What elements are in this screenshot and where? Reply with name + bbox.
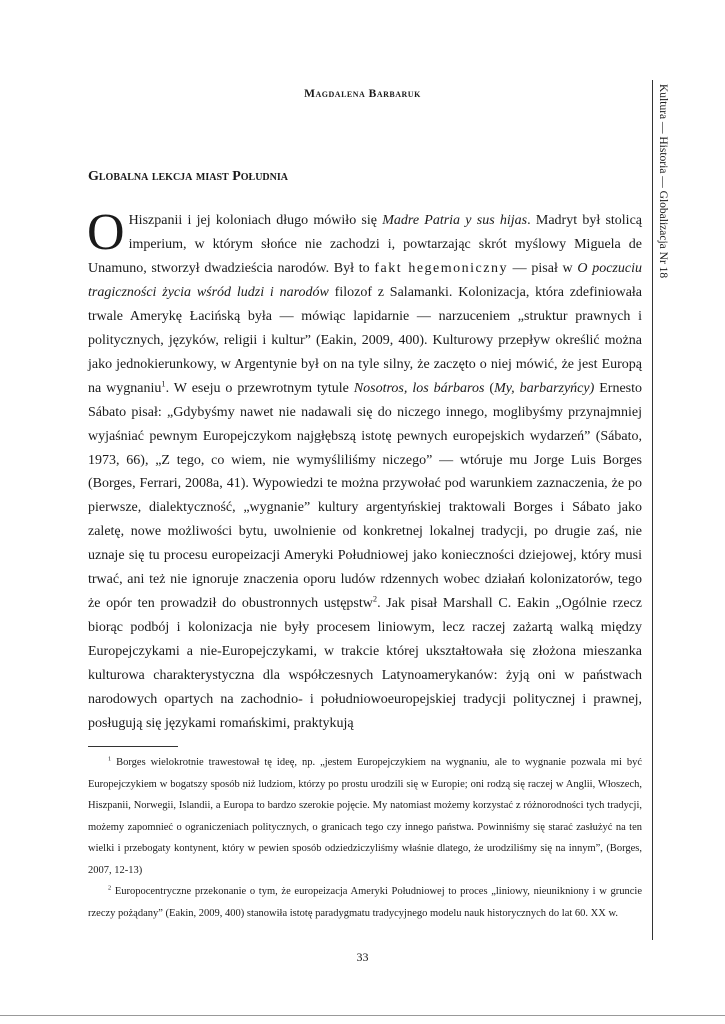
footnote-text: Europocentryczne przekonanie o tym, że europeizacja Ameryki Południowej to proces „liniowy, nieunikniony i w gruncie rzeczy pożądany” (Eakin, 2009, 400) stanowiła istotę paradygmatu tradycyjnego modelu nauk historycznych do lat 60. XX w. (88, 886, 642, 919)
text-run: . Madryt był stolicą imperium, w którym słońce nie zachodzi i, powtarzając skrót myślowy Miguela de Unamuno, stworzył dwadzieścia narodów. Był to (88, 213, 642, 276)
footnote-1 (88, 752, 642, 881)
text-run: filozof z Salamanki. Kolonizacja, która zdefiniowała trwale Amerykę Łacińską była — mówiąc lapidarnie — narzuceniem „struktur prawnych i politycznych, języków, religii i kultur” (Eakin, 2009, 400). Kulturowy przepływ określić można jako jednokierunkowy, w Argentynie był on na tyle silny, że zaczęto o niej mówić, że jest Europą na wygnaniu (88, 284, 643, 396)
text-run: Hiszpanii i jej koloniach długo mówiło się (128, 213, 383, 228)
footnote-2 (88, 881, 642, 924)
spaced-text: fakt hegemoniczny (374, 260, 508, 276)
footnote-mark: 2 (108, 884, 112, 892)
text-run: — pisał w (507, 260, 578, 276)
drop-cap: O (87, 204, 125, 261)
italic-text: My, barbarzyńcy) (494, 380, 595, 396)
footnote-mark: 1 (108, 755, 112, 763)
italic-text: Madre Patria y sus hijas (382, 213, 528, 228)
text-run: Ernesto Sábato pisał: „Gdybyśmy nawet nie nadawali się do niczego innego, moglibyśmy przynajmniej wyjaśniać pewnym Europejczykom najgłębszą istotę pewnych europejskich wydarzeń” (Sábato, 1973, 66), „Z tego, co wiem, nie wymyśliliśmy niczego” — wtóruje mu Jorge Luis Borges (Borges, Ferrari, 2008a, 41). Wypowiedzi te można przywołać pod warunkiem zaznaczenia, że po pierwsze, dialektyczność, „wygnanie” kultury argentyńskiej traktowali Borges i Sábato jako zaletę, nowe możliwości bytu, uwolnienie od konkretnej lokalnej tradycji, po drugie zaś, nie uznaje się tu procesu europeizacji Ameryki Południowej jako konieczności dziejowej, który musi trwać, ani też nie ignoruje znaczenia oporu ludów rdzennych wobec działań kolonizatorów, tego że opór ten prowadził do obustronnych ustępstw (88, 380, 643, 612)
italic-text: O poczuciu tragiczności życia wśród ludzi i narodów (88, 260, 642, 300)
text-run: . Jak pisał Marshall C. Eakin „Ogólnie rzecz biorąc podbój i kolonizacja nie były procesem liniowym, lecz raczej zażartą walką między Europejczykami a nie-Europejczykami, w trakcie której ukształtowała się złożona mieszanka kulturowa charakterystyczna dla współczesnych Latynoamerykanów: żyją oni w państwach narodowych opartych na zachodnio- i południowoeuropejskiej tradycji politycznej i prawnej, posługują się językami romańskimi, praktykują (88, 596, 642, 732)
author-name: Magdalena Barbaruk (304, 88, 421, 100)
footnote-text: Borges wielokrotnie trawestował tę ideę, np. „jestem Europejczykiem na wygnaniu, ale to wygnanie pozwala mi być Europejczykiem w bogatszy sposób niż ludziom, którzy po prostu urodzili się w Europie; oni rodzą się raczej w Anglii, Włoszech, Hiszpanii, Norwegii, Islandii, a Europa to bardzo szerokie pojęcie. My natomiast możemy korzystać z różnorodności tych tradycji, możemy zapomnieć o ograniczeniach politycznych, o granicach tego czy innego państwa. Powinniśmy się starać zasłużyć na ten wielki i przebogaty kontynent, który w pewien sposób odziedziczyliśmy właśnie dlatego, że urodziliśmy się na innym”, (Borges, 2007, 12-13) (88, 757, 642, 876)
page-number: 33 (356, 950, 369, 964)
footnote-ref: 2 (372, 594, 378, 604)
italic-text: Nosotros, los bárbaros (353, 380, 485, 396)
footnote-separator (88, 746, 178, 747)
body-paragraph (87, 204, 643, 736)
text-run: . W eseju o przewrotnym tytule (165, 380, 354, 396)
side-rule (652, 80, 653, 940)
text-run: ( (484, 380, 495, 396)
article-body (87, 204, 643, 736)
paragraph-text (87, 204, 643, 732)
footnote-ref: 1 (161, 379, 166, 389)
footnotes (88, 752, 642, 924)
page-bottom-rule (0, 1015, 725, 1016)
running-title: Kultura — Historia — Globalizacja Nr 18 (657, 84, 669, 279)
article-title: Globalna lekcja miast Południa (88, 169, 288, 184)
